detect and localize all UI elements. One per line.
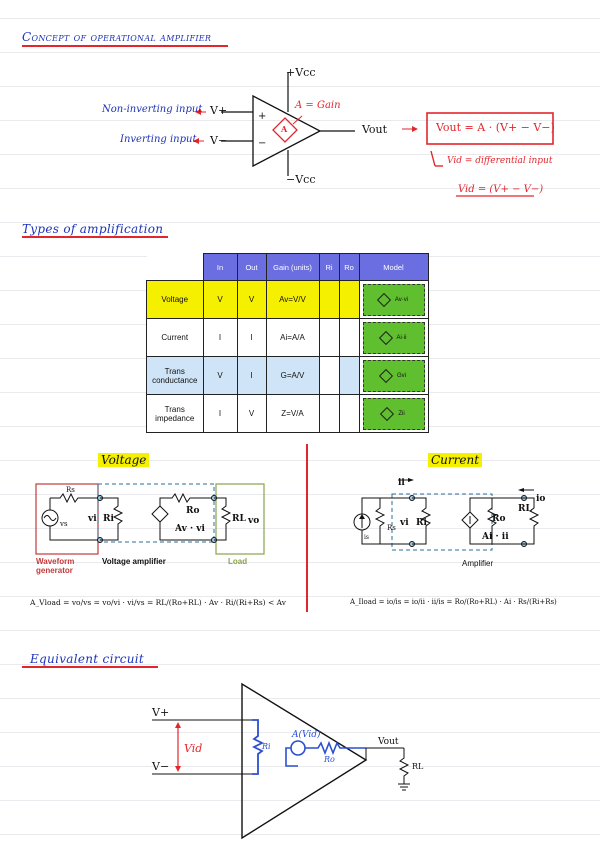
table-cell: Z=V/A <box>266 395 319 433</box>
panel-divider <box>306 444 308 612</box>
voltage-rl: RL <box>232 514 246 524</box>
table-cell: Av=V/V <box>266 281 319 319</box>
vid-equation: Vid = (V+ − V−) <box>458 184 544 195</box>
gain-symbol: A <box>281 124 288 134</box>
table-header: Out <box>237 254 266 281</box>
model-cell <box>359 395 428 433</box>
model-label: Ai·ii <box>396 334 407 341</box>
gain-label: A = Gain <box>295 100 341 111</box>
model-thumbnail <box>363 398 425 430</box>
noninverting-input-label: Non-inverting input <box>102 104 203 115</box>
current-ii: ii <box>398 478 405 488</box>
current-rl: RL <box>518 504 532 514</box>
amplifier-types-table <box>146 253 429 433</box>
table-cell: I <box>237 319 266 357</box>
model-label: Gvi <box>397 372 406 379</box>
table-header: Ri <box>319 254 339 281</box>
current-load-equation: A_Iload = io/is = io/ii · ii/is = Ro/(Ro+RL) · Ai · Rs/(Ri+Rs) <box>350 598 557 606</box>
current-vi: vi <box>400 518 409 528</box>
vout-formula: Vout = A · (V+ − V−) <box>436 121 555 134</box>
equivalent-vplus: V+ <box>152 706 170 719</box>
current-rs: Rs <box>387 524 396 532</box>
table-cell: V <box>203 357 237 395</box>
inverting-input-label: Inverting input <box>120 134 197 145</box>
equivalent-rl: RL <box>412 762 424 771</box>
equivalent-avid: A(Vid) <box>292 730 321 740</box>
noninverting-pin: V+ <box>210 104 228 117</box>
current-is: is <box>364 534 369 541</box>
model-thumbnail <box>363 360 425 392</box>
waveform-generator-label: Waveform generator <box>36 557 75 575</box>
model-thumbnail <box>363 284 425 316</box>
table-row <box>147 395 429 433</box>
table-header: Gain (units) <box>266 254 319 281</box>
table-cell: G=A/V <box>266 357 319 395</box>
load-label: Load <box>228 557 248 566</box>
equivalent-ri: Ri <box>262 742 271 751</box>
voltage-load-equation: A_Vload = vo/vs = vo/vi · vi/vs = RL/(Ro+RL) · Av · Ri/(Ri+Rs) < Av <box>30 598 286 607</box>
table-row <box>147 319 429 357</box>
amplifier-label: Amplifier <box>462 559 494 568</box>
voltage-vo: vo <box>248 516 260 526</box>
table-cell: Ai=A/A <box>266 319 319 357</box>
voltage-amplifier-label: Voltage amplifier <box>102 557 166 566</box>
vcc-positive: +Vcc <box>286 66 316 79</box>
equivalent-vout: Vout <box>378 737 399 747</box>
model-cell <box>359 319 428 357</box>
table-row <box>147 357 429 395</box>
current-ri: Ri <box>416 518 427 528</box>
table-header-row <box>147 254 429 281</box>
table-cell: I <box>203 395 237 433</box>
equivalent-ro: Ro <box>324 755 335 764</box>
voltage-ri: Ri <box>103 514 114 524</box>
heading-underline <box>22 666 158 668</box>
current-ai: Ai · ii <box>482 532 509 542</box>
model-cell <box>359 357 428 395</box>
voltage-panel-title: Voltage <box>98 453 149 467</box>
current-ro: Ro <box>492 514 506 524</box>
section-heading-types: Types of amplification <box>22 222 164 236</box>
table-cell: V <box>237 281 266 319</box>
equivalent-vid: Vid <box>184 742 203 755</box>
model-cell <box>359 281 428 319</box>
plus-terminal: + <box>258 111 267 122</box>
table-row <box>147 281 429 319</box>
current-amplifier-diagram <box>346 478 566 578</box>
table-cell: Current <box>147 319 204 357</box>
equivalent-circuit-diagram <box>0 670 600 850</box>
table-cell: I <box>203 319 237 357</box>
voltage-vi: vi <box>88 514 97 524</box>
heading-underline <box>22 236 168 238</box>
inverting-pin: V− <box>210 134 228 147</box>
model-label: Zii <box>398 410 405 417</box>
table-header: Ro <box>339 254 359 281</box>
voltage-rs: Rs <box>66 486 75 494</box>
table-header <box>147 254 204 281</box>
table-header: Model <box>359 254 428 281</box>
section-heading-equivalent: Equivalent circuit <box>30 652 145 666</box>
table-cell: Trans impedance <box>147 395 204 433</box>
voltage-av: Av · vi <box>175 524 205 534</box>
minus-terminal: − <box>258 138 267 149</box>
table-header: In <box>203 254 237 281</box>
table-cell: Voltage <box>147 281 204 319</box>
voltage-ro: Ro <box>186 506 200 516</box>
model-thumbnail <box>363 322 425 354</box>
current-panel-title: Current <box>428 453 482 467</box>
table-cell: V <box>237 395 266 433</box>
current-io: io <box>536 494 546 504</box>
model-label: Av·vi <box>394 296 409 303</box>
vcc-negative: −Vcc <box>286 173 316 186</box>
table-cell: V <box>203 281 237 319</box>
table-cell: Trans conductance <box>147 357 204 395</box>
vout-label: Vout <box>362 123 388 136</box>
table-cell: I <box>237 357 266 395</box>
voltage-vs: vs <box>60 520 68 528</box>
equivalent-vminus: V− <box>152 760 170 773</box>
section-heading-concept: Concept of operational amplifier <box>22 30 212 44</box>
vid-definition: Vid = differential input <box>447 156 553 166</box>
